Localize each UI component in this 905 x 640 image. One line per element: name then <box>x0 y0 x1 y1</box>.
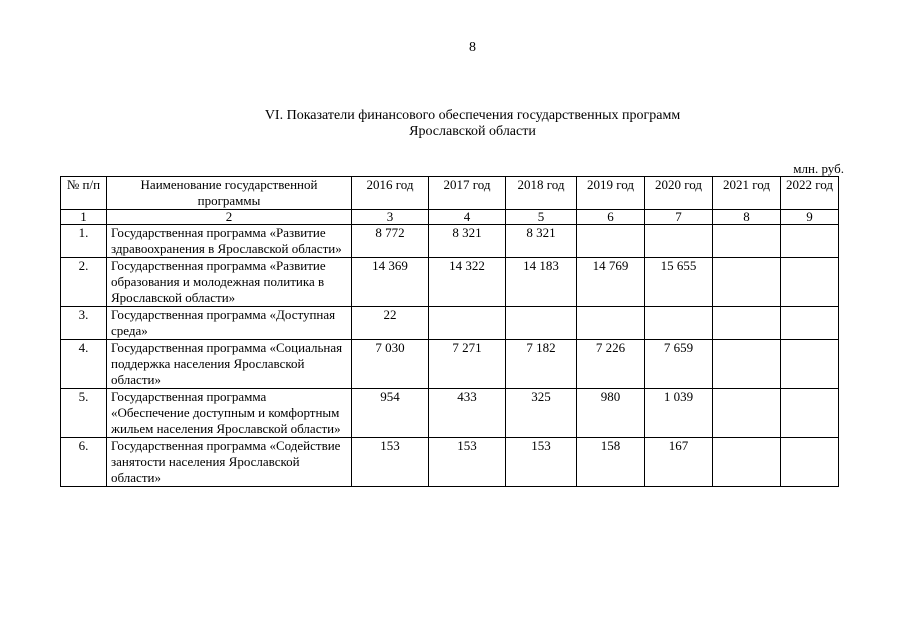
index-cell: 3 <box>352 210 429 225</box>
table-row <box>61 225 839 258</box>
index-cell: 9 <box>781 210 839 225</box>
value-2020 <box>645 307 713 340</box>
index-cell: 1 <box>61 210 107 225</box>
value-2019: 7 226 <box>577 340 645 389</box>
header-cell-2019: 2019 год <box>577 177 645 210</box>
value-2022 <box>781 225 839 258</box>
value-2017: 14 322 <box>429 258 506 307</box>
header-cell-2018: 2018 год <box>506 177 577 210</box>
value-2021 <box>713 307 781 340</box>
header-cell-2016: 2016 год <box>352 177 429 210</box>
value-2018: 8 321 <box>506 225 577 258</box>
program-name: Государственная программа «Развитие здравоохранения в Ярославской области» <box>107 225 352 258</box>
index-cell: 7 <box>645 210 713 225</box>
value-2018 <box>506 307 577 340</box>
table-row <box>61 389 839 438</box>
title-line-1: VI. Показатели финансового обеспечения государственных программ <box>264 108 681 123</box>
value-2017: 7 271 <box>429 340 506 389</box>
value-2019: 14 769 <box>577 258 645 307</box>
row-number: 4. <box>61 340 107 389</box>
row-number: 3. <box>61 307 107 340</box>
program-name: Государственная программа «Доступная среда» <box>107 307 352 340</box>
table-row <box>61 258 839 307</box>
value-2018: 14 183 <box>506 258 577 307</box>
page-title <box>200 108 745 140</box>
row-number: 6. <box>61 438 107 487</box>
value-2021 <box>713 340 781 389</box>
header-cell-2021: 2021 год <box>713 177 781 210</box>
units-label: млн. руб. <box>793 161 844 176</box>
value-2019: 158 <box>577 438 645 487</box>
value-2020: 167 <box>645 438 713 487</box>
header-cell-2020: 2020 год <box>645 177 713 210</box>
value-2018: 7 182 <box>506 340 577 389</box>
value-2016: 22 <box>352 307 429 340</box>
index-cell: 8 <box>713 210 781 225</box>
value-2022 <box>781 307 839 340</box>
value-2020: 7 659 <box>645 340 713 389</box>
index-cell: 4 <box>429 210 506 225</box>
value-2020 <box>645 225 713 258</box>
program-name: Государственная программа «Обеспечение доступным и комфортным жильем населения Ярославской области» <box>107 389 352 438</box>
value-2020: 1 039 <box>645 389 713 438</box>
header-cell-name: Наименование государственной программы <box>107 177 352 210</box>
value-2016: 954 <box>352 389 429 438</box>
header-cell-num: № п/п <box>61 177 107 210</box>
header-cell-2022: 2022 год <box>781 177 839 210</box>
value-2021 <box>713 389 781 438</box>
value-2021 <box>713 258 781 307</box>
value-2020: 15 655 <box>645 258 713 307</box>
value-2019 <box>577 225 645 258</box>
row-number: 5. <box>61 389 107 438</box>
value-2022 <box>781 258 839 307</box>
value-2021 <box>713 438 781 487</box>
index-cell: 5 <box>506 210 577 225</box>
program-name: Государственная программа «Развитие образования и молодежная политика в Ярославской области» <box>107 258 352 307</box>
value-2017: 153 <box>429 438 506 487</box>
header-cell-2017: 2017 год <box>429 177 506 210</box>
page-number: 8 <box>469 40 476 55</box>
value-2019: 980 <box>577 389 645 438</box>
table-row <box>61 307 839 340</box>
value-2016: 7 030 <box>352 340 429 389</box>
value-2016: 8 772 <box>352 225 429 258</box>
financial-table <box>60 176 839 487</box>
index-cell: 6 <box>577 210 645 225</box>
title-line-2: Ярославской области <box>409 124 536 139</box>
value-2019 <box>577 307 645 340</box>
value-2017 <box>429 307 506 340</box>
value-2022 <box>781 389 839 438</box>
index-cell: 2 <box>107 210 352 225</box>
row-number: 2. <box>61 258 107 307</box>
value-2017: 8 321 <box>429 225 506 258</box>
program-name: Государственная программа «Содействие занятости населения Ярославской области» <box>107 438 352 487</box>
table-row <box>61 340 839 389</box>
value-2022 <box>781 340 839 389</box>
program-name: Государственная программа «Социальная поддержка населения Ярославской области» <box>107 340 352 389</box>
table-row <box>61 438 839 487</box>
value-2018: 153 <box>506 438 577 487</box>
table-index-row <box>61 210 839 225</box>
value-2017: 433 <box>429 389 506 438</box>
table-header-row <box>61 177 839 210</box>
value-2022 <box>781 438 839 487</box>
row-number: 1. <box>61 225 107 258</box>
value-2016: 153 <box>352 438 429 487</box>
value-2018: 325 <box>506 389 577 438</box>
value-2016: 14 369 <box>352 258 429 307</box>
value-2021 <box>713 225 781 258</box>
